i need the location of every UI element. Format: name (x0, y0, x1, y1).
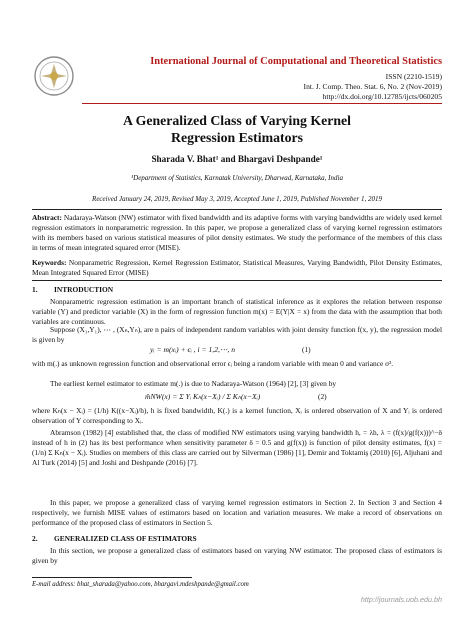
paper-title-line-2: Regression Estimators (171, 130, 303, 145)
equation-1: yᵢ = m(xᵢ) + ϵᵢ , i = 1,2,⋯, n (150, 345, 236, 354)
abstract-top-rule (32, 209, 442, 210)
intro-paragraph-6: Abramson (1982) [4] established that, the class of modified NW estimators using varying bandwidth h, = λh, λ = (f(x)/g(f(x)))^−δ instead of h in (2) has its best performance when sensitivity parameter δ = 0.5 and g(f(x)) is function of pilot density estimates, f(x) = (1/n) Σ Kₕ(x − Xᵢ). Studies on members of this class are carried out by Silverman (1986) [1], Demir and Toktamiş (2010) [6], Aljuhani and Al Turk (2014) [5] and Joshi and Deshpande (2016) [7]. (32, 428, 442, 467)
keywords-label: Keywords: (32, 258, 67, 267)
header-rule (82, 103, 442, 104)
footnote-rule (32, 577, 192, 578)
abstract-label: Abstract: (32, 213, 62, 222)
journal-url[interactable]: http://journals.uob.edu.bh (360, 595, 442, 604)
section-2-number: 2. (32, 534, 38, 543)
equation-1-number: (1) (302, 345, 311, 354)
citation: Int. J. Comp. Theo. Stat. 6, No. 2 (Nov-2019) (303, 82, 442, 91)
intro-paragraph-1: Nonparametric regression estimation is an important branch of statistical inference as it explores the relation between response variable (Y) and predictor variable (X) in the form of regression function m(x) = E(Y|X = x) from the data with the assumption that both variables are continuous. (32, 297, 442, 326)
intro-paragraph-7: In this paper, we propose a generalized class of varying kernel regression estimators in Section 2. In Section 3 and Section 4 respectively, we furnish MISE values of estimators based on location and variation measures. We make a record of observations on performance of the proposed class of estimators in Section 5. (32, 498, 442, 527)
paper-title-line-1: A Generalized Class of Varying Kernel (122, 113, 352, 128)
abstract (32, 213, 442, 253)
section-1-title: INTRODUCTION (54, 285, 114, 294)
authors: Sharada V. Bhat¹ and Bhargavi Deshpande¹ (151, 154, 323, 164)
keywords (32, 258, 442, 278)
section-2-title: GENERALIZED CLASS OF ESTIMATORS (54, 534, 197, 543)
equation-2-number: (2) (318, 392, 327, 401)
intro-paragraph-4: The earliest kernel estimator to estimate m(.) is due to Nadaraya-Watson (1964) [2], [3] given by (50, 379, 337, 388)
section-1-heading (32, 285, 113, 294)
journal-title: International Journal of Computational and Theoretical Statistics (150, 56, 442, 67)
section-2-paragraph-1: In this section, we propose a generalized class of estimators based on varying NW estimator. The proposed class of estimators is given by (32, 546, 442, 565)
issn: ISSN (2210-1519) (385, 72, 442, 81)
intro-paragraph-2: Suppose (X₁,Y₁), ⋯ , (Xₙ,Yₙ), are n pairs of independent random variables with joint density function f(x, y), the regression model is given by (32, 325, 442, 344)
doi-link[interactable]: http://dx.doi.org/10.12785/ijcts/060205 (322, 92, 442, 101)
intro-paragraph-5: where Kₕ(x − Xᵢ) = (1/h) K((x−Xᵢ)/h), h is fixed bandwidth, K(.) is a kernel function, Xᵢ is ordered observation of X and Yᵢ is ordered observation of Y corresponding to Xᵢ. (32, 406, 442, 425)
publication-dates: Received January 24, 2019, Revised May 3, 2019, Accepted June 1, 2019, Published November 1, 2019 (92, 195, 382, 203)
section-1-number: 1. (32, 285, 38, 294)
author-emails: E-mail address: bhat_sharada@yahoo.com, bhargavi.mdeshpande@gmail.com (32, 581, 249, 588)
equation-2: m̂NW(x) = Σ Yᵢ Kₕ(x−Xᵢ) / Σ Kₕ(x−Xᵢ) (145, 392, 261, 401)
section-2-heading (32, 534, 197, 543)
abstract-bottom-rule (32, 280, 442, 281)
keywords-text: Nonparametric Regression, Kernel Regression Estimator, Statistical Measures, Varying Bandwidth, Pilot Density Estimates, Mean Integrated Squared Error (MISE) (32, 258, 442, 277)
affiliation: ¹Department of Statistics, Karnatak University, Dharwad, Karnataka, India (131, 174, 343, 182)
intro-paragraph-3: with m(.) as unknown regression function and observational error ϵᵢ being a random variable with mean 0 and variance σ². (32, 359, 394, 368)
university-seal-logo (32, 48, 76, 104)
abstract-text: Nadaraya-Watson (NW) estimator with fixed bandwidth and its adaptive forms with varying bandwidths are widely used kernel regression estimators in nonparametric regression. In this paper, we propose a generalized class of varying kernel regression estimators with its members based on various statistical measures of pilot density estimates. We study the performance of the members of this class in terms of mean integrated squared error (MISE). (32, 213, 442, 252)
